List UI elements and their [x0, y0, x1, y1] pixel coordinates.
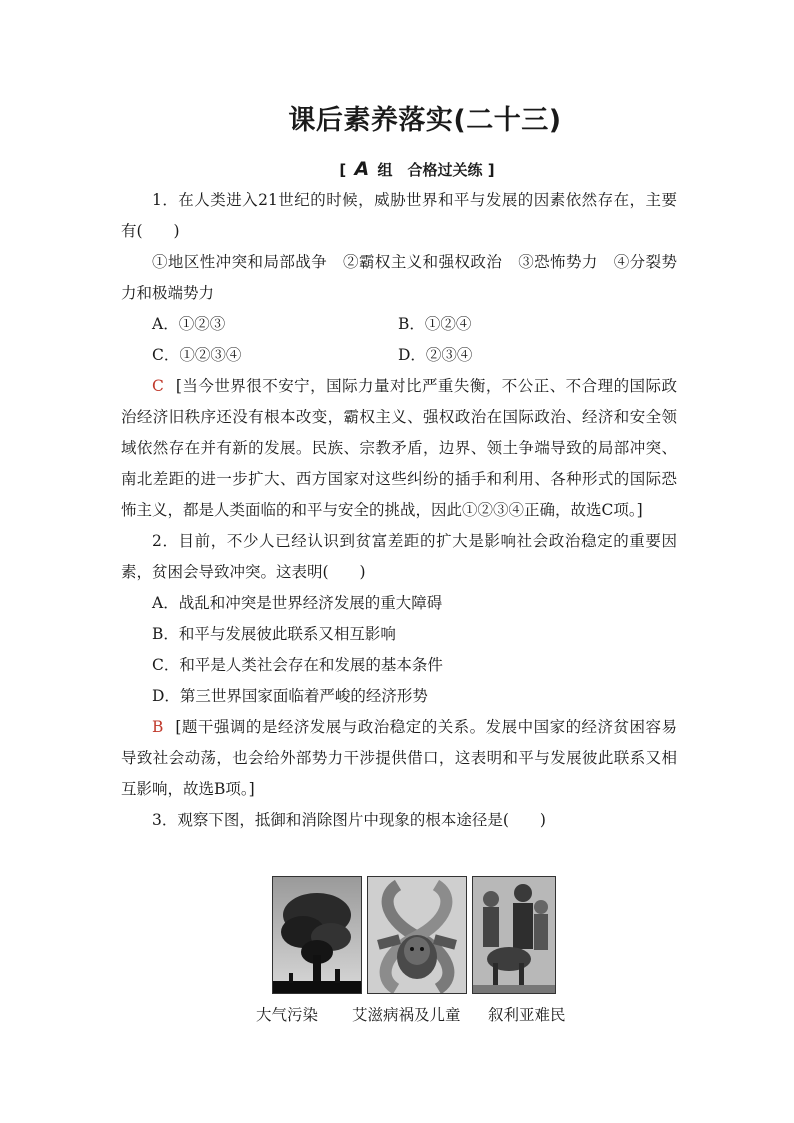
q1-answer: C	[152, 377, 164, 395]
air-pollution-photo	[272, 876, 362, 994]
page-title: 课后素养落实(二十三)	[288, 105, 562, 136]
bracket-close: ]	[487, 161, 495, 179]
q2-option-c: C．和平是人类社会存在和发展的基本条件	[152, 656, 443, 674]
q2-explanation: [题干强调的是经济发展与政治稳定的关系。发展中国家的经济贫困容易导致社会动荡，也会给外部势力干涉提供借口，这表明和平与发展彼此联系又相互影响，故选B项。]	[121, 718, 677, 798]
q1-answer-block	[121, 371, 677, 526]
q1-options-row-1	[121, 309, 677, 340]
q3-stem: 3．观察下图，抵御和消除图片中现象的根本途径是( )	[152, 811, 546, 829]
q1-option-a: A．①②③	[152, 315, 226, 333]
aids-child-image	[368, 877, 466, 993]
q2-answer: B	[152, 718, 164, 736]
q1-items: ①地区性冲突和局部战争 ②霸权主义和强权政治 ③恐怖势力 ④分裂势力和极端势力	[121, 253, 677, 302]
q2-answer-block	[121, 712, 677, 805]
caption-air-pollution: 大气污染	[256, 1006, 319, 1024]
q1-options-row-2	[121, 340, 677, 371]
q1-stem: 1．在人类进入21世纪的时候，威胁世界和平与发展的因素依然存在，主要有( )	[121, 191, 677, 240]
refugees-photo	[472, 876, 556, 994]
q2-option-b: B．和平与发展彼此联系又相互影响	[152, 625, 396, 643]
air-pollution-image	[273, 877, 361, 993]
section-heading	[0, 158, 794, 180]
q1-option-c: C．①②③④	[152, 346, 242, 364]
q2-stem: 2．目前，不少人已经认识到贫富差距的扩大是影响社会政治稳定的重要因素，贫困会导致冲突。这表明( )	[121, 532, 677, 581]
q3-figures	[272, 876, 556, 994]
refugees-image	[473, 877, 555, 993]
q1-option-d: D．②③④	[398, 346, 473, 364]
questions	[121, 185, 677, 836]
caption-syrian-refugees: 叙利亚难民	[488, 1006, 566, 1024]
group-label: 组 合格过关练	[377, 161, 483, 179]
q1-explanation: [当今世界很不安宁，国际力量对比严重失衡，不公正、不合理的国际政治经济旧秩序还没有根本改变，霸权主义、强权政治在国际政治、经济和安全领域依然存在并有新的发展。民族、宗教矛盾，边界、领土争端导致的局部冲突、南北差距的进一步扩大、西方国家对这些纠纷的插手和利用、各种形式的国际恐怖主义，都是人类面临的和平与安全的挑战，因此①②③④正确，故选C项。]	[121, 377, 677, 519]
group-letter: A	[354, 158, 370, 180]
bracket-open: [	[339, 161, 347, 179]
q2-option-d: D．第三世界国家面临着严峻的经济形势	[152, 687, 428, 705]
q1-option-b: B．①②④	[398, 315, 472, 333]
aids-child-photo	[367, 876, 467, 994]
q2-option-a: A．战乱和冲突是世界经济发展的重大障碍	[152, 594, 443, 612]
caption-aids-children: 艾滋病祸及儿童	[352, 1006, 461, 1024]
